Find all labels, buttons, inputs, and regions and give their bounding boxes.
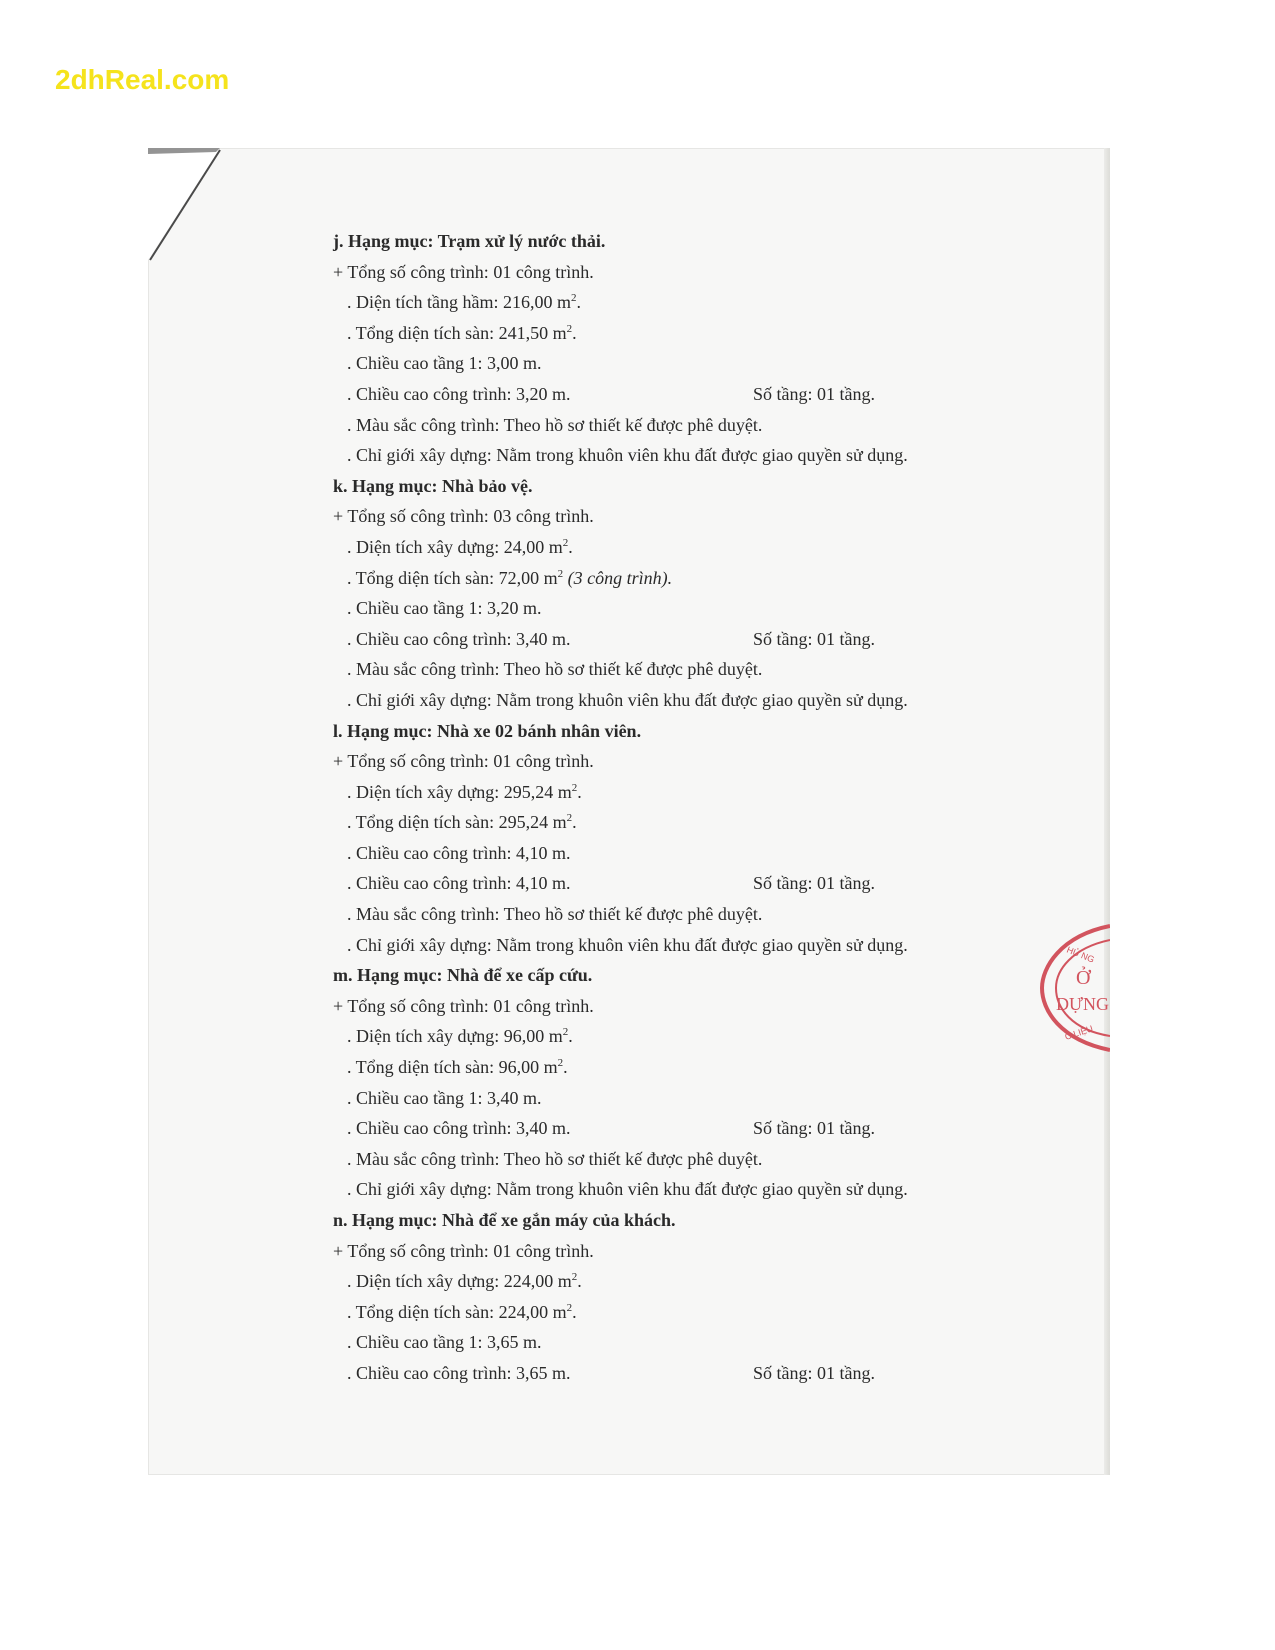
floor1-height: . Chiều cao tầng 1: 3,20 m. <box>347 598 542 619</box>
section-heading-n: n. Hạng mục: Nhà để xe gắn máy của khách. <box>333 1210 676 1230</box>
watermark-logo: 2dhReal.com <box>55 64 230 95</box>
floor-count: Số tầng: 01 tầng. <box>753 1362 875 1383</box>
floor1-height: . Chiều cao tầng 1: 3,40 m. <box>347 1087 542 1108</box>
building-boundary: . Chỉ giới xây dựng: Nằm trong khuôn viên khu đất được giao quyền sử dụng. <box>347 445 908 466</box>
building-boundary: . Chỉ giới xây dựng: Nằm trong khuôn viên khu đất được giao quyền sử dụng. <box>347 689 908 710</box>
building-boundary: . Chỉ giới xây dựng: Nằm trong khuôn viên khu đất được giao quyền sử dụng. <box>347 1179 908 1200</box>
building-height-row: . Chiều cao công trình: 3,40 m. Số tầng: 01 tầng. <box>333 1113 1033 1144</box>
building-boundary: . Chỉ giới xây dựng: Nằm trong khuôn viên khu đất được giao quyền sử dụng. <box>347 934 908 955</box>
basement-area: . Diện tích tầng hầm: 216,00 $m^2$. <box>347 292 581 313</box>
floor-area: . Tổng diện tích sàn: 224,00 $m^2$. <box>347 1301 577 1322</box>
svg-text:Ở: Ở <box>1076 967 1091 989</box>
total-count: + Tổng số công trình: 01 công trình. <box>333 995 594 1016</box>
total-count: + Tổng số công trình: 03 công trình. <box>333 506 594 527</box>
section-heading-m: m. Hạng mục: Nhà để xe cấp cứu. <box>333 965 593 986</box>
building-height-row: . Chiều cao công trình: 3,40 m. Số tầng: 01 tầng. <box>333 624 1033 655</box>
total-count: + Tổng số công trình: 01 công trình. <box>333 261 594 282</box>
floor1-height: . Chiều cao tầng 1: 3,00 m. <box>347 353 542 374</box>
page-edge <box>1104 148 1110 1475</box>
building-color: . Màu sắc công trình: Theo hồ sơ thiết kế được phê duyệt. <box>347 904 763 925</box>
construction-area: . Diện tích xây dựng: 96,00 $m^2$. <box>347 1026 573 1047</box>
svg-text:HỦ NG: HỦ NG <box>1065 944 1096 965</box>
section-heading-j: j. Hạng mục: Trạm xử lý nước thải. <box>333 231 606 251</box>
floor1-height: . Chiều cao tầng 1: 3,65 m. <box>347 1332 542 1353</box>
building-color: . Màu sắc công trình: Theo hồ sơ thiết kế được phê duyệt. <box>347 414 763 435</box>
svg-text:C LIỆU: C LIỆU <box>1063 1023 1095 1042</box>
document-body <box>333 226 1033 1389</box>
building-height-row: . Chiều cao công trình: 3,20 m. Số tầng: 01 tầng. <box>333 379 1033 410</box>
floor-area: . Tổng diện tích sàn: 295,24 $m^2$. <box>347 812 577 833</box>
floor-area-note: (3 công trình). <box>567 567 673 588</box>
total-count: + Tổng số công trình: 01 công trình. <box>333 751 594 772</box>
floor-count: Số tầng: 01 tầng. <box>753 1118 875 1139</box>
floor-count: Số tầng: 01 tầng. <box>753 383 875 404</box>
floor-area: . Tổng diện tích sàn: 241,50 $m^2$. <box>347 322 577 343</box>
scanned-page <box>148 148 1110 1475</box>
total-count: + Tổng số công trình: 01 công trình. <box>333 1240 594 1261</box>
building-height-row: . Chiều cao công trình: 3,65 m. Số tầng: 01 tầng. <box>333 1358 1033 1389</box>
floor-area: . Tổng diện tích sàn: 72,00 $m^2$ (3 công trình). <box>347 567 673 588</box>
red-stamp-seal <box>1040 918 1110 1058</box>
floor-count: Số tầng: 01 tầng. <box>753 873 875 894</box>
svg-text:DỰNG: DỰNG <box>1056 994 1109 1014</box>
floor-area: . Tổng diện tích sàn: 96,00 $m^2$. <box>347 1057 568 1078</box>
building-height-row: . Chiều cao công trình: 4,10 m. Số tầng: 01 tầng. <box>333 868 1033 899</box>
building-color: . Màu sắc công trình: Theo hồ sơ thiết kế được phê duyệt. <box>347 659 763 680</box>
floor-count: Số tầng: 01 tầng. <box>753 628 875 649</box>
building-color: . Màu sắc công trình: Theo hồ sơ thiết kế được phê duyệt. <box>347 1148 763 1169</box>
section-heading-l: l. Hạng mục: Nhà xe 02 bánh nhân viên. <box>333 720 642 741</box>
construction-area: . Diện tích xây dựng: 224,00 $m^2$. <box>347 1271 582 1292</box>
section-heading-k: k. Hạng mục: Nhà bảo vệ. <box>333 475 533 496</box>
construction-area: . Diện tích xây dựng: 24,00 $m^2$. <box>347 536 573 557</box>
page-corner-fold <box>148 148 228 268</box>
building-height: . Chiều cao công trình: 4,10 m. <box>347 842 571 863</box>
construction-area: . Diện tích xây dựng: 295,24 $m^2$. <box>347 781 582 802</box>
